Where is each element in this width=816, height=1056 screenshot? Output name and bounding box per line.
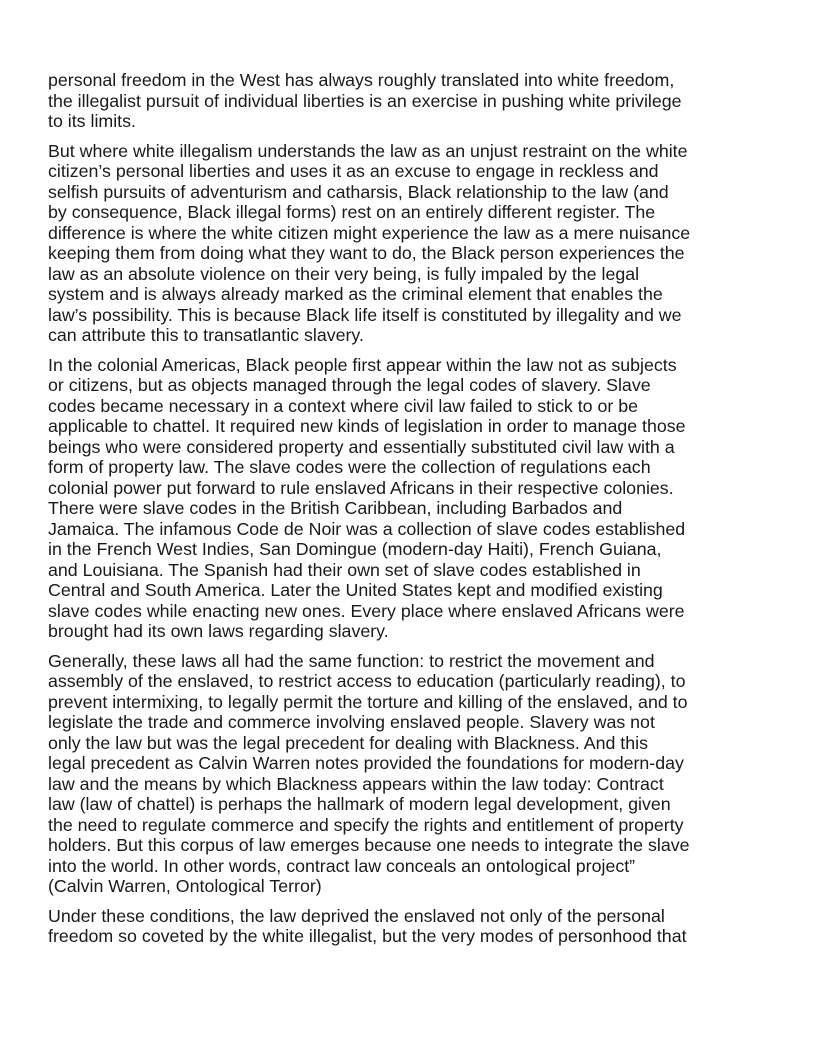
paragraph-1: personal freedom in the West has always roughly translated into white freedom, the illegalist pursuit of individual liberties is an exercise in pushing white privilege to its limits. — [48, 70, 682, 131]
paragraph-5: Under these conditions, the law deprived the enslaved not only of the personal freedom so coveted by the white illegalist, but the very modes of personhood that — [48, 905, 687, 946]
document-page — [48, 70, 772, 956]
paragraph-4: Generally, these laws all had the same function: to restrict the movement and assembly of the enslaved, to restrict access to education (particularly reading), to prevent intermixing, to legally permit the torture and killing of the enslaved, and to legislate the trade and commerce involving enslaved people. Slavery was not only the law but was the legal precedent for dealing with Blackness. And this legal precedent as Calvin Warren notes provided the foundations for modern-day law and the means by which Blackness appears within the law today: Contract law (law of chattel) is perhaps the hallmark of modern legal development, given the need to regulate commerce and specify the rights and entitlement of property holders. But this corpus of law emerges because one needs to integrate the slave into the world. In other words, contract law conceals an ontological project” (Calvin Warren, Ontological Terror) — [48, 650, 690, 896]
paragraph-2: But where white illegalism understands the law as an unjust restraint on the white citizen’s personal liberties and uses it as an excuse to engage in reckless and selfish pursuits of adventurism and catharsis, Black relationship to the law (and by consequence, Black illegal forms) rest on an entirely different register. The difference is where the white citizen might experience the law as a mere nuisance keeping them from doing what they want to do, the Black person experiences the law as an absolute violence on their very being, is fully impaled by the legal system and is always already marked as the criminal element that enables the law’s possibility. This is because Black life itself is constituted by illegality and we can attribute this to transatlantic slavery. — [48, 140, 691, 345]
paragraph-3: In the colonial Americas, Black people first appear within the law not as subjects or citizens, but as objects managed through the legal codes of slavery. Slave codes became necessary in a context where civil law failed to stick to or be applicable to chattel. It required new kinds of legislation in order to manage those beings who were considered property and essentially substituted civil law with a form of property law. The slave codes were the collection of regulations each colonial power put forward to rule enslaved Africans in their respective colonies. There were slave codes in the British Caribbean, including Barbados and Jamaica. The infamous Code de Noir was a collection of slave codes established in the French West Indies, San Domingue (modern-day Haiti), French Guiana, and Louisiana. The Spanish had their own set of slave codes established in Central and South America. Later the United States kept and modified existing slave codes while enacting new ones. Every place where enslaved Africans were brought had its own laws regarding slavery. — [48, 354, 686, 641]
